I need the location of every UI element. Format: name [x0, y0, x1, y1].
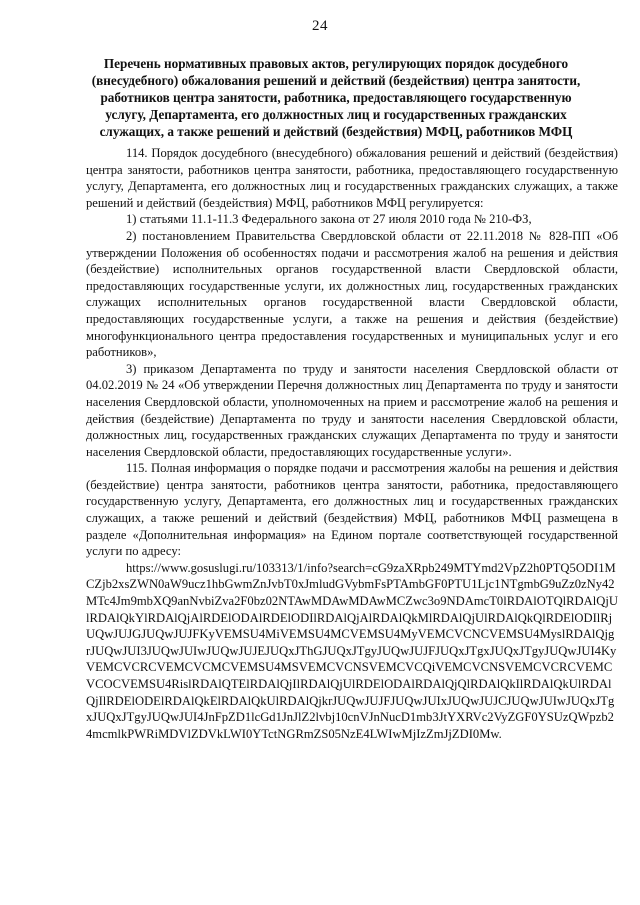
section-title: Перечень нормативных правовых актов, регулирующих порядок досудебного (внесудебного) обжалования решений и действий (бездействия) центра занятости, работников центра занятости, работника, предоставляющего государственную услугу, Департамента, его должностных лиц и государственных гражданских служащих, а также решений и действий (бездействия) МФЦ, работников МФЦ	[91, 56, 581, 139]
document-body	[86, 145, 618, 742]
page-number: 24	[312, 18, 328, 34]
paragraph-114: 114. Порядок досудебного (внесудебного) обжалования решений и действий (бездействия) центра занятости, работников центра занятости, работника, предоставляющего государственную услугу, Департамента, его должностных лиц и государственных гражданских служащих, а также решений и действий (бездействия) МФЦ, работников МФЦ регулируется:	[86, 146, 618, 210]
list-item-2: 2) постановлением Правительства Свердловской области от 22.11.2018 № 828-ПП «Об утверждении Положения об особенностях подачи и рассмотрения жалоб на решения и действия (бездействие) исполнительных органов государственной власти Свердловской области, предоставляющих государственные услуги, их должностных лиц, государственных гражданских служащих исполнительных органов государственной власти Свердловской области, предоставляющих государственные услуги, а также на решения и действия (бездействие) многофункционального центра предоставления государственных и муниципальных услуг и его работников»,	[86, 228, 618, 360]
list-item-1: 1) статьями 11.1-11.3 Федерального закона от 27 июля 2010 года № 210-ФЗ,	[126, 212, 532, 227]
portal-url-link[interactable]: https://www.gosuslugi.ru/103313/1/info?search=cG9zaXRpb249MTYmd2VpZ2h0PTQ5ODI1MCZjb2xsZWN0aW9ucz1hbGwmZnJvbT0xJmludGVybmFsPTAmbGF0PTU1Ljc1NTgmbG9uZz0zNy42MTc4Jm9mbXQ9anNvbiZva2F0bz02NTAwMDAwMDAwMCZwc3o9NDAmcT0lRDAlOTQlRDAlQjUlRDAlQkYlRDAlQjAlRDElODAlRDElODIlRDAlQjAlRDAlQkMlRDAlQjUlRDAlQkQlRDElODIlRjUQwJUJGJUQwJUJFKyVEMSU4MiVEMSU4MCVEMSU4MyVEMCVCNCVEMSU4MyslRDAlQjgrJUQwJUI3JUQwJUIwJUQwJUJEJUQxJThGJUQxJTgyJUQwJUJFJUQxJTgxJUQxJTgyJUQwJUI4KyVEMCVCRCVEMCVCMCVEMSU4MSVEMCVCNSVEMCVCQiVEMCVCNSVEMCVCRCVEMCVCOCVEMSU4RislRDAlQTElRDAlQjIlRDAlQjUlRDElODAlRDAlQjQlRDAlQkIlRDAlQkUlRDAlQjIlRDElODElRDAlQkElRDAlQkUlRDAlQjkrJUQwJUJFJUQwJUIxJUQwJUJCJUQwJUIwJUQxJTgxJUQxJTgyJUQwJUI4JnFpZD1lcGd1JnJlZ2lvbj10cnVJnNucD1mb3JtYXRVc2VyZGF0YSUzQWpzb24mcmlkPWRiMDVlZDVkLWI0YTctNGRmZS05NzE4LWIwMjIzZmJjZDI0Mw.	[86, 560, 618, 741]
list-item-3: 3) приказом Департамента по труду и занятости населения Свердловской области от 04.02.2019 № 24 «Об утверждении Перечня должностных лиц Департамента по труду и занятости населения Свердловской области, уполномоченных на прием и рассмотрение жалоб на решения и действия (бездействие) Департамента по труду и занятости населения Свердловской области, должностных лиц, государственных гражданских служащих Департамента по труду и занятости населения Свердловской области, предоставляющих государственные услуги».	[86, 361, 618, 459]
paragraph-115: 115. Полная информация о порядке подачи и рассмотрения жалобы на решения и действия (бездействие) центра занятости, работников центра занятости, работника, предоставляющего государственную услугу, Департамента, его должностных лиц и государственных гражданских служащих, а также решений и действий (бездействия) МФЦ, работников МФЦ размещена в разделе «Дополнительная информация» на Едином портале соответствующей государственной услуги по адресу:	[86, 461, 618, 559]
